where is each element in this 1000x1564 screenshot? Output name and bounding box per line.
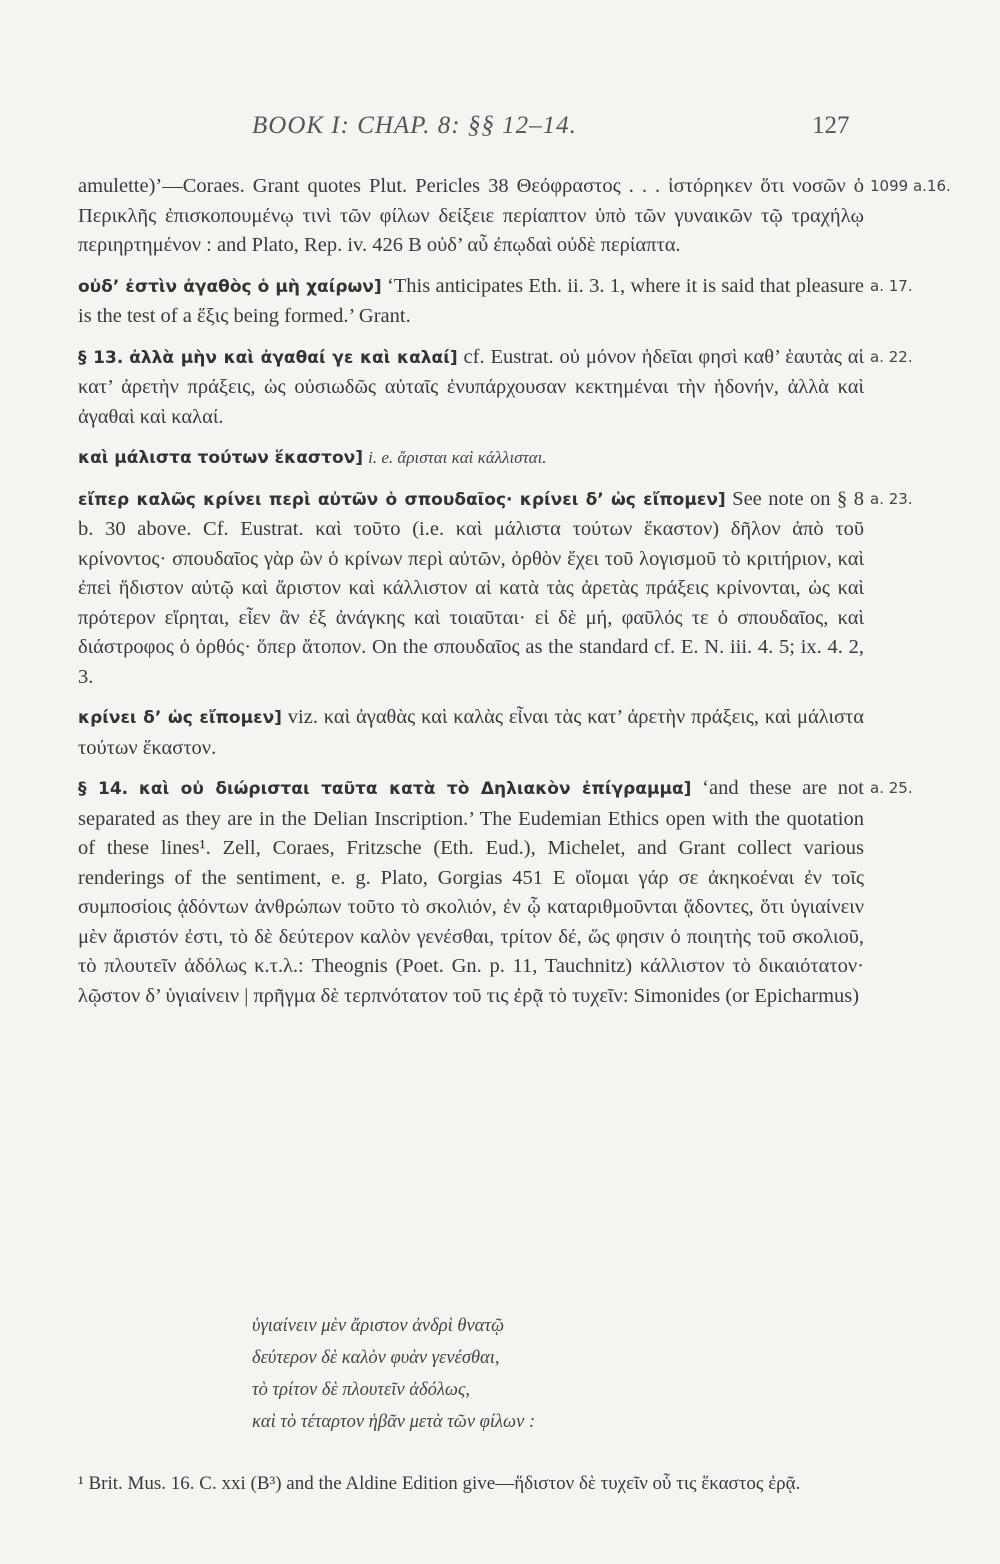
line-reference: a. 25. — [870, 779, 913, 797]
paragraph-text: i. e. ἄρισται καὶ κάλλισται. — [368, 448, 547, 467]
commentary-paragraph — [78, 774, 913, 1011]
verse-line: δεύτερον δὲ καλὸν φυὰν γενέσθαι, — [252, 1348, 500, 1368]
commentary-paragraph — [78, 703, 864, 763]
line-reference: 1099 a.16. — [870, 177, 951, 195]
section-number: § 13. — [78, 347, 124, 368]
commentary-body — [78, 172, 951, 1022]
paragraph-text: ‘and these are not separated as they are in the Delian Inscription.’ The Eudemian Ethics open with the quotation of these lines¹. Zell, Coraes, Fritzsche (Eth. Eud.), Michelet, and Grant collect various renderings of the sentiment, e. g. Plato, Gorgias 451 E οἴομαι γάρ σε ἀκηκοέναι ἐν τοῖς συμποσίοις ᾀδόντων ἀνθρώπων τοῦτο τὸ σκολιόν, ἐν ᾧ καταριθμοῦνται ᾄδοντες, ὅτι ὑγιαίνειν μὲν ἄριστόν ἐστι, τὸ δὲ δεύτερον καλὸν γενέσθαι, τρίτον δέ, ὥς φησιν ὁ ποιητὴς τοῦ σκολιοῦ, τὸ πλουτεῖν ἀδόλως κ.τ.λ.: Theognis (Poet. Gn. p. 11, Tauchnitz) κάλλιστον τὸ δικαιότατον· λῷστον δ’ ὑγιαίνειν | πρῆγμα δὲ τερπνότατον τοῦ τις ἐρᾷ τὸ τυχεῖν: Simonides (or Epicharmus) — [78, 777, 864, 1007]
commentary-paragraph — [78, 272, 913, 332]
footnote: ¹ Brit. Mus. 16. C. xxi (B³) and the Aldine Edition give—ἥδιστον δὲ τυχεῖν οὗ τις ἕκαστος ἐρᾷ. — [78, 1473, 801, 1494]
paragraph-text: See note on § 8 b. 30 above. Cf. Eustrat. καὶ τοῦτο (i.e. καὶ μάλιστα τούτων ἕκαστον) δῆλον ἀπὸ τοῦ κρίνοντος· σπουδαῖος γὰρ ὢν ὁ κρίνων περὶ αὐτῶν, ὀρθὸν ἔχει τοῦ λογισμοῦ τὸ κριτήριον, καὶ ἐπεὶ ἥδιστον αὐτῷ καὶ ἄριστον καὶ κάλλιστον αἱ κατὰ τὰς ἀρετὰς πράξεις κρίνονται, ὡς καὶ πρότερον εἴρηται, εἶεν ἂν ἐξ ἀνάγκης καὶ τοιαῦται· εἰ δὲ μή, φαῦλός τε ὁ σπουδαῖος, καὶ διάστροφος ὁ ὀρθός· ὅπερ ἄτοπον. On the σπουδαῖος as the standard cf. E. N. iii. 4. 5; ix. 4. 2, 3. — [78, 487, 864, 688]
running-title: BOOK I: CHAP. 8: §§ 12–14. — [252, 112, 577, 139]
verse-quotation — [252, 1310, 535, 1438]
paragraph-text: amulette)’—Coraes. Grant quotes Plut. Pericles 38 Θεόφραστος . . . ἱστόρηκεν ὅτι νοσῶν ὁ Περικλῆς ἐπισκοπουμένῳ τινὶ τῶν φίλων δείξειε περίαπτον ὑπὸ τῶν γυναικῶν τῷ τραχήλῳ περιηρτημένον : and Plato, Rep. iv. 426 B οὐδ’ αὖ ἐπῳδαὶ οὐδὲ περίαπτα. — [78, 175, 864, 256]
commentary-paragraph — [78, 343, 913, 433]
lemma: οὐδ’ ἐστὶν ἀγαθὸς ὁ μὴ χαίρων] — [78, 276, 382, 297]
section-number: § 14. — [78, 779, 129, 799]
line-reference: a. 22. — [870, 347, 913, 366]
page-number: 127 — [812, 112, 850, 139]
lemma: ἀλλὰ μὴν καὶ ἀγαθαί γε καὶ καλαί] — [129, 347, 458, 368]
lemma: κρίνει δ’ ὡς εἴπομεν] — [78, 708, 282, 728]
verse-line: τὸ τρίτον δὲ πλουτεῖν ἀδόλως, — [252, 1380, 471, 1400]
lemma: καὶ οὐ διώρισται ταῦτα κατὰ τὸ Δηλιακὸν ἐπίγραμμα] — [138, 779, 692, 799]
paragraph-text: cf. Eustrat. οὐ μόνον ἡδεῖαι φησὶ καθ’ ἑαυτὰς αἱ κατ’ ἀρετὴν πράξεις, ὡς οὐσιωδῶς αὐταῖς ἐνυπάρχουσαν κεκτημέναι τὴν ἡδονήν, ἀλλὰ καὶ ἀγαθαὶ καὶ καλαί. — [78, 345, 865, 428]
commentary-paragraph — [78, 443, 864, 474]
lemma: εἴπερ καλῶς κρίνει περὶ αὐτῶν ὁ σπουδαῖος· κρίνει δ’ ὡς εἴπομεν] — [78, 489, 726, 510]
line-reference: a. 23. — [870, 489, 913, 508]
verse-line: καὶ τὸ τέταρτον ἡβᾶν μετὰ τῶν φίλων : — [252, 1412, 536, 1432]
page-header — [0, 112, 1000, 152]
commentary-paragraph — [78, 172, 951, 261]
paragraph-text: viz. καὶ ἀγαθὰς καὶ καλὰς εἶναι τὰς κατ’ ἀρετὴν πράξεις, καὶ μάλιστα τούτων ἕκαστον. — [78, 706, 864, 759]
paragraph-text: ‘This anticipates Eth. ii. 3. 1, where it is said that pleasure is the test of a ἕξις being formed.’ Grant. — [78, 274, 864, 327]
lemma: καὶ μάλιστα τούτων ἕκαστον] — [78, 448, 364, 468]
line-reference: a. 17. — [870, 276, 913, 295]
verse-line: ὑγιαίνειν μὲν ἄριστον ἀνδρὶ θνατῷ — [252, 1316, 505, 1336]
commentary-paragraph — [78, 485, 913, 693]
